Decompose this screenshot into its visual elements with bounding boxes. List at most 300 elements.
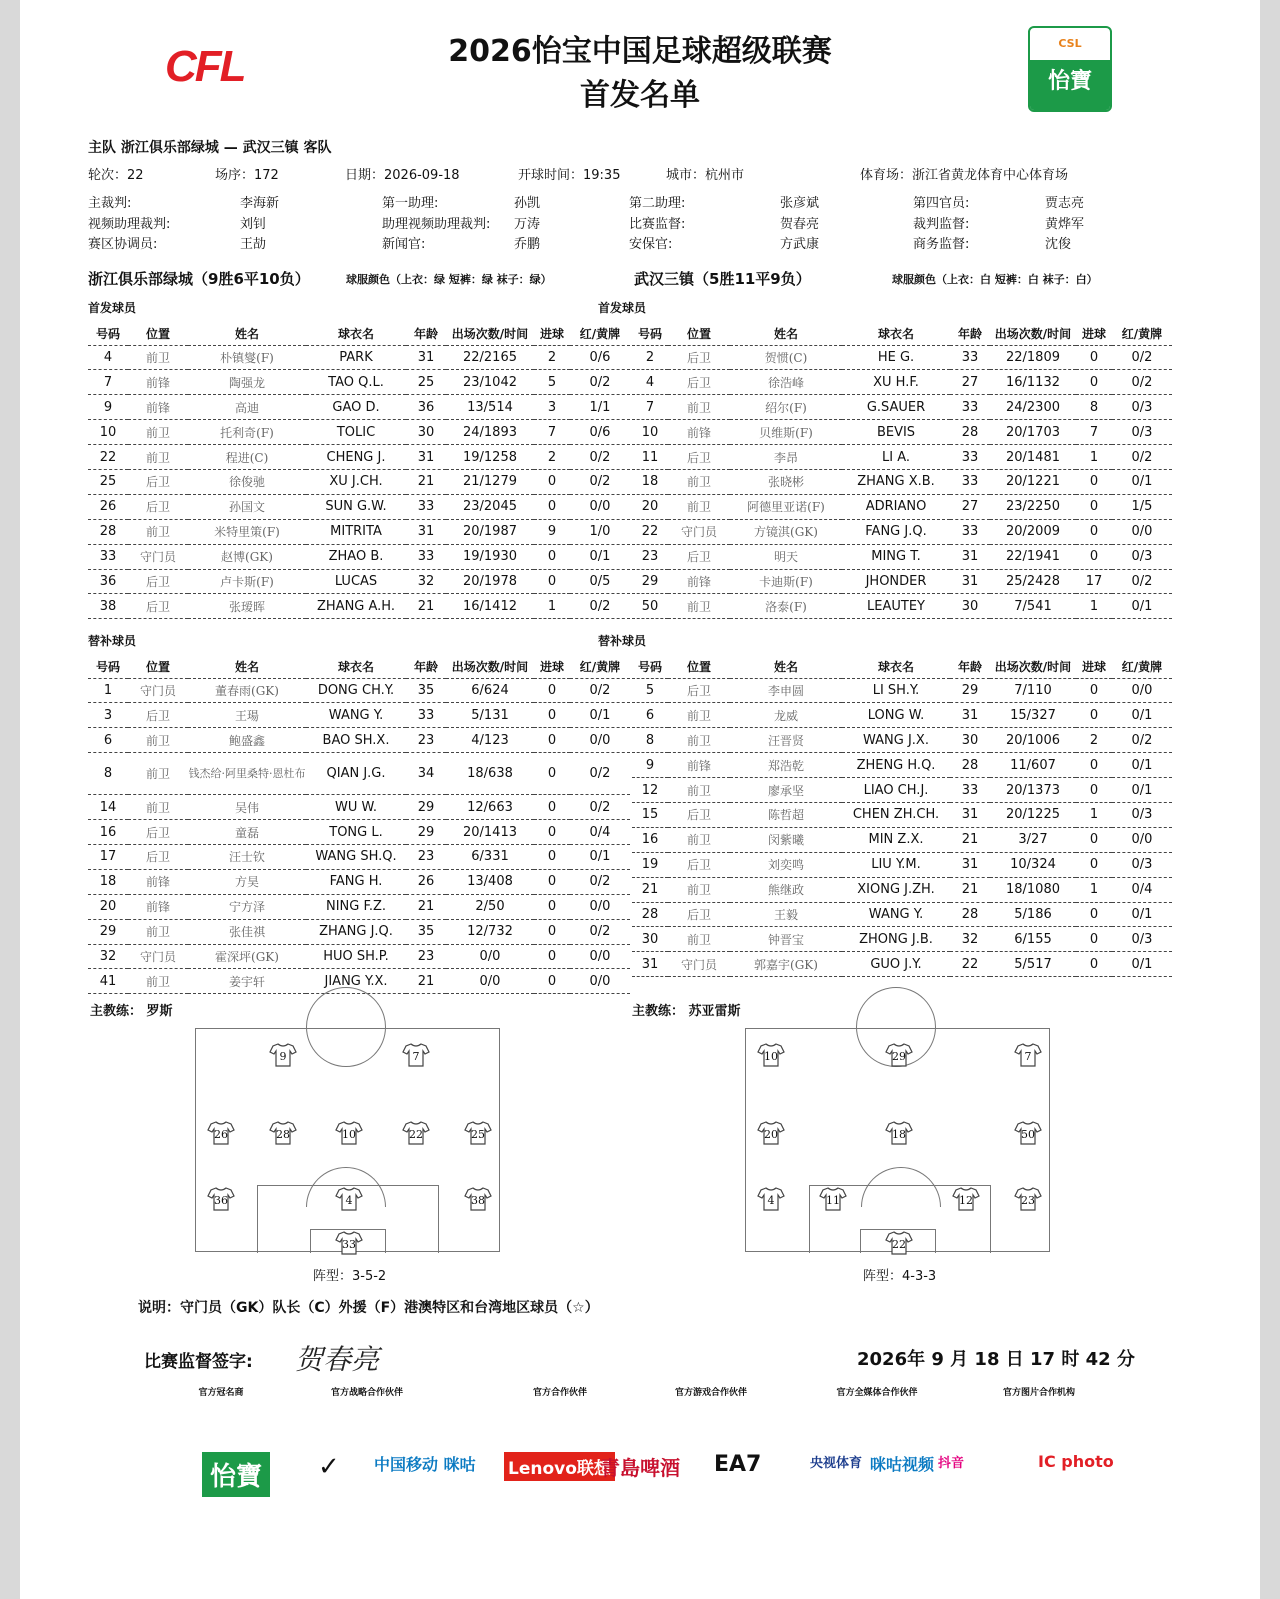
official-name: 孙凯 [514, 196, 541, 211]
legend-note: 说明：守门员（GK）队长（C）外援（F）港澳特区和台湾地区球员（☆） [138, 1300, 599, 1316]
cards: 0/3 [1112, 802, 1172, 827]
appearances: 18/1080 [990, 877, 1076, 902]
column-header: 出场次数/时间 [446, 323, 534, 345]
player-number: 23 [632, 544, 668, 569]
signature-date: 2026年 9 月 18 日 17 时 42 分 [857, 1349, 1135, 1370]
player-number: 29 [88, 919, 128, 944]
player-position: 后卫 [128, 469, 188, 494]
player-name: 刘奕鸣 [730, 852, 842, 877]
player-position: 前锋 [668, 569, 730, 594]
column-header: 年龄 [950, 323, 990, 345]
home-kit-colors: 球服颜色（上衣：绿 短裤：绿 袜子：绿） [346, 273, 552, 286]
goals: 2 [534, 445, 570, 470]
appearances: 20/1978 [446, 569, 534, 594]
player-name: 方昊 [188, 869, 306, 894]
sponsor-logo: 咪咕视频 [870, 1455, 935, 1474]
sponsor-logo: ✓ [318, 1452, 340, 1482]
cards: 0/0 [570, 969, 630, 994]
player-shirt-icon [402, 1121, 430, 1145]
table-row [88, 728, 630, 753]
column-header: 球衣名 [842, 323, 950, 345]
player-name: 阿德里亚诺(F) [730, 494, 842, 519]
appearances: 5/131 [446, 703, 534, 728]
home-coach: 主教练： 罗斯 [90, 1004, 173, 1019]
player-age: 31 [950, 802, 990, 827]
appearances: 19/1930 [446, 544, 534, 569]
player-position: 后卫 [668, 678, 730, 703]
home-team-name: 浙江俱乐部绿城（9胜6平10负） [88, 270, 310, 288]
goals: 0 [1076, 370, 1112, 395]
goals: 1 [1076, 877, 1112, 902]
shirt-number: 18 [892, 1128, 906, 1141]
player-shirt-icon [1014, 1187, 1042, 1211]
appearances: 12/663 [446, 795, 534, 820]
shirt-name: JHONDER [842, 569, 950, 594]
goals: 0 [1076, 902, 1112, 927]
lineup-sheet [20, 0, 1260, 1599]
official-role: 视频助理裁判: [88, 217, 171, 232]
sponsor-logo: 青島啤酒 [600, 1456, 680, 1480]
player-number: 5 [632, 678, 668, 703]
appearances: 20/1373 [990, 778, 1076, 803]
shirt-number: 7 [1024, 1050, 1032, 1063]
shirt-name: MIN Z.X. [842, 827, 950, 852]
player-age: 28 [950, 902, 990, 927]
appearances: 24/2300 [990, 395, 1076, 420]
player-number: 1 [88, 678, 128, 703]
player-name: 吴伟 [188, 795, 306, 820]
goals: 0 [1076, 778, 1112, 803]
shirt-name: LIU Y.M. [842, 852, 950, 877]
player-position: 后卫 [668, 345, 730, 370]
goals: 0 [1076, 753, 1112, 778]
cards: 0/2 [570, 869, 630, 894]
table-row [632, 852, 1172, 877]
shirt-name: GAO D. [306, 395, 406, 420]
shirt-name: TAO Q.L. [306, 370, 406, 395]
player-number: 12 [632, 778, 668, 803]
player-name: 鲍盛鑫 [188, 728, 306, 753]
appearances: 22/2165 [446, 345, 534, 370]
table-row [88, 753, 630, 795]
shirt-name: DONG CH.Y. [306, 678, 406, 703]
table-row [88, 919, 630, 944]
official-name: 王劼 [240, 237, 267, 252]
shirt-name: HE G. [842, 345, 950, 370]
cards: 0/2 [570, 753, 630, 795]
player-number: 28 [632, 902, 668, 927]
player-age: 23 [406, 944, 446, 969]
column-header: 姓名 [188, 656, 306, 678]
column-header: 号码 [632, 656, 668, 678]
table-row [632, 395, 1172, 420]
official-name: 乔鹏 [514, 237, 541, 252]
goals: 0 [1076, 927, 1112, 952]
player-name: 卡迪斯(F) [730, 569, 842, 594]
home-subs-label: 替补球员 [88, 634, 137, 648]
table-row [88, 469, 630, 494]
away-starters-table [632, 323, 1172, 619]
table-row [632, 753, 1172, 778]
table-row [88, 594, 630, 619]
official-role: 第一助理: [382, 196, 439, 211]
player-name: 王瑒 [188, 703, 306, 728]
appearances: 12/732 [446, 919, 534, 944]
player-number: 33 [88, 544, 128, 569]
column-header: 出场次数/时间 [990, 656, 1076, 678]
away-coach: 主教练： 苏亚雷斯 [632, 1004, 741, 1019]
cards: 0/0 [570, 494, 630, 519]
column-header: 进球 [534, 323, 570, 345]
player-position: 后卫 [668, 544, 730, 569]
shirt-name: MITRITA [306, 519, 406, 544]
shirt-number: 4 [345, 1194, 353, 1207]
table-row [88, 944, 630, 969]
appearances: 23/2250 [990, 494, 1076, 519]
player-name: 卢卡斯(F) [188, 569, 306, 594]
shirt-number: 4 [767, 1194, 775, 1207]
player-age: 28 [950, 420, 990, 445]
player-number: 32 [88, 944, 128, 969]
player-name: 张晓彬 [730, 469, 842, 494]
player-age: 21 [950, 877, 990, 902]
home-formation: 阵型：3-5-2 [313, 1269, 387, 1284]
player-position: 前卫 [668, 778, 730, 803]
player-number: 22 [632, 519, 668, 544]
player-age: 31 [950, 703, 990, 728]
table-row [632, 494, 1172, 519]
player-name: 宁方泽 [188, 894, 306, 919]
column-header: 年龄 [950, 656, 990, 678]
appearances: 20/1481 [990, 445, 1076, 470]
player-name: 李申圆 [730, 678, 842, 703]
column-header: 位置 [668, 323, 730, 345]
goals: 0 [1076, 678, 1112, 703]
player-number: 2 [632, 345, 668, 370]
table-row [88, 869, 630, 894]
column-header: 号码 [632, 323, 668, 345]
player-shirt-icon [757, 1043, 785, 1067]
csl-logo-top: CSL [1058, 37, 1082, 50]
goals: 0 [534, 820, 570, 845]
player-shirt-icon [335, 1121, 363, 1145]
table-row [632, 469, 1172, 494]
player-position: 前卫 [668, 927, 730, 952]
goals: 2 [1076, 728, 1112, 753]
supervisor-signature: 贺春亮 [295, 1343, 380, 1376]
player-shirt-icon [1014, 1121, 1042, 1145]
appearances: 15/327 [990, 703, 1076, 728]
table-row [632, 902, 1172, 927]
sponsor-logo: 央视体育 [810, 1456, 863, 1471]
official-role: 裁判监督: [913, 217, 970, 232]
city: 城市：杭州市 [666, 168, 745, 183]
shirt-name: GUO J.Y. [842, 952, 950, 977]
appearances: 20/1987 [446, 519, 534, 544]
shirt-name: LUCAS [306, 569, 406, 594]
player-shirt-icon [757, 1187, 785, 1211]
goals: 1 [1076, 802, 1112, 827]
shirt-name: LEAUTEY [842, 594, 950, 619]
appearances: 20/1006 [990, 728, 1076, 753]
shirt-name: JIANG Y.X. [306, 969, 406, 994]
player-name: 李昂 [730, 445, 842, 470]
shirt-name: WU W. [306, 795, 406, 820]
goals: 9 [534, 519, 570, 544]
official-role: 第二助理: [629, 196, 686, 211]
appearances: 11/607 [990, 753, 1076, 778]
table-row [88, 395, 630, 420]
player-number: 8 [88, 753, 128, 795]
goals: 3 [534, 395, 570, 420]
goals: 0 [534, 894, 570, 919]
player-position: 守门员 [128, 678, 188, 703]
table-row [88, 420, 630, 445]
cards: 0/0 [1112, 519, 1172, 544]
official-name: 李海新 [240, 196, 280, 211]
table-row [632, 519, 1172, 544]
cards: 0/2 [570, 445, 630, 470]
away-subs-label: 替补球员 [598, 634, 647, 648]
shirt-name: CHENG J. [306, 445, 406, 470]
goals: 1 [534, 594, 570, 619]
shirt-name: ZHAO B. [306, 544, 406, 569]
player-number: 18 [88, 869, 128, 894]
player-age: 30 [950, 728, 990, 753]
official-role: 新闻官: [382, 237, 426, 252]
goals: 0 [534, 919, 570, 944]
player-age: 31 [950, 569, 990, 594]
table-row [88, 544, 630, 569]
shirt-number: 25 [471, 1128, 485, 1141]
goals: 2 [534, 345, 570, 370]
shirt-name: ZHENG H.Q. [842, 753, 950, 778]
away-formation-pitch [745, 1028, 1050, 1252]
away-formation: 阵型：4-3-3 [863, 1269, 937, 1284]
player-age: 33 [950, 469, 990, 494]
official-name: 贾志亮 [1045, 196, 1085, 211]
player-name: 孙国文 [188, 494, 306, 519]
goals: 0 [534, 703, 570, 728]
shirt-name: WANG J.X. [842, 728, 950, 753]
match-date: 日期：2026-09-18 [345, 168, 460, 183]
appearances: 13/408 [446, 869, 534, 894]
matchup: 主队 浙江俱乐部绿城 — 武汉三镇 客队 [88, 140, 332, 156]
player-age: 33 [406, 494, 446, 519]
player-name: 陈哲超 [730, 802, 842, 827]
partner-label: 官方合作伙伴 [532, 1388, 587, 1398]
goals: 0 [1076, 952, 1112, 977]
table-row [632, 345, 1172, 370]
player-name: 汪士钦 [188, 844, 306, 869]
player-position: 后卫 [668, 902, 730, 927]
shirt-number: 9 [279, 1050, 287, 1063]
player-age: 22 [950, 952, 990, 977]
cards: 0/2 [570, 594, 630, 619]
home-formation-pitch [195, 1028, 500, 1252]
appearances: 0/0 [446, 944, 534, 969]
column-header: 年龄 [406, 323, 446, 345]
player-name: 闵紫曦 [730, 827, 842, 852]
player-shirt-icon [269, 1043, 297, 1067]
table-row [88, 345, 630, 370]
shirt-name: ZHONG J.B. [842, 927, 950, 952]
away-kit-colors: 球服颜色（上衣：白 短裤：白 袜子：白） [892, 273, 1098, 286]
player-shirt-icon [464, 1121, 492, 1145]
shirt-name: HUO SH.P. [306, 944, 406, 969]
player-position: 后卫 [668, 370, 730, 395]
player-number: 15 [632, 802, 668, 827]
table-row [88, 678, 630, 703]
player-number: 6 [632, 703, 668, 728]
cards: 0/3 [1112, 395, 1172, 420]
player-number: 14 [88, 795, 128, 820]
official-role: 主裁判: [88, 196, 132, 211]
player-position: 前卫 [128, 753, 188, 795]
cards: 0/0 [570, 894, 630, 919]
player-number: 8 [632, 728, 668, 753]
csl-logo [1028, 26, 1112, 112]
official-role: 赛区协调员: [88, 237, 158, 252]
player-number: 50 [632, 594, 668, 619]
appearances: 4/123 [446, 728, 534, 753]
table-row [632, 927, 1172, 952]
player-name: 徐俊驰 [188, 469, 306, 494]
column-header: 位置 [128, 323, 188, 345]
player-position: 前锋 [668, 420, 730, 445]
table-row [632, 569, 1172, 594]
appearances: 6/155 [990, 927, 1076, 952]
player-name: 熊继政 [730, 877, 842, 902]
player-shirt-icon [269, 1121, 297, 1145]
official-name: 黄烨军 [1045, 217, 1085, 232]
appearances: 16/1412 [446, 594, 534, 619]
player-number: 18 [632, 469, 668, 494]
player-number: 22 [88, 445, 128, 470]
shirt-number: 22 [409, 1128, 423, 1141]
player-shirt-icon [335, 1231, 363, 1255]
player-number: 26 [88, 494, 128, 519]
player-number: 19 [632, 852, 668, 877]
cards: 0/1 [1112, 778, 1172, 803]
player-age: 33 [950, 345, 990, 370]
partner-label: 官方冠名商 [198, 1388, 244, 1398]
goals: 0 [534, 494, 570, 519]
player-position: 前卫 [668, 395, 730, 420]
player-age: 29 [406, 795, 446, 820]
shirt-name: SUN G.W. [306, 494, 406, 519]
kickoff-time: 开球时间：19:35 [518, 168, 621, 183]
cards: 0/1 [1112, 469, 1172, 494]
player-position: 前卫 [128, 445, 188, 470]
shirt-name: G.SAUER [842, 395, 950, 420]
table-row [632, 802, 1172, 827]
player-position: 前卫 [128, 795, 188, 820]
player-number: 38 [88, 594, 128, 619]
official-name: 方武康 [780, 237, 820, 252]
cards: 0/0 [570, 944, 630, 969]
signature-label: 比赛监督签字: [144, 1352, 253, 1372]
player-age: 23 [406, 728, 446, 753]
appearances: 6/331 [446, 844, 534, 869]
table-row [632, 678, 1172, 703]
player-name: 童磊 [188, 820, 306, 845]
cards: 0/1 [1112, 952, 1172, 977]
player-name: 廖承坚 [730, 778, 842, 803]
goals: 0 [534, 728, 570, 753]
player-age: 21 [406, 594, 446, 619]
table-row [632, 544, 1172, 569]
player-position: 后卫 [668, 852, 730, 877]
sponsor-logo: 中国移动 咪咕 [374, 1455, 476, 1474]
player-position: 前锋 [128, 395, 188, 420]
player-position: 前卫 [128, 345, 188, 370]
player-age: 30 [406, 420, 446, 445]
cards: 0/3 [1112, 544, 1172, 569]
player-name: 高迪 [188, 395, 306, 420]
player-age: 35 [406, 919, 446, 944]
player-number: 3 [88, 703, 128, 728]
venue: 体育场：浙江省黄龙体育中心体育场 [860, 168, 1069, 183]
player-name: 方镜淇(GK) [730, 519, 842, 544]
player-name: 霍深坪(GK) [188, 944, 306, 969]
shirt-number: 29 [892, 1050, 906, 1063]
table-row [88, 820, 630, 845]
cards: 0/5 [570, 569, 630, 594]
appearances: 20/1703 [990, 420, 1076, 445]
goals: 0 [534, 969, 570, 994]
partner-label: 官方图片合作机构 [1002, 1388, 1075, 1398]
shirt-name: XU J.CH. [306, 469, 406, 494]
player-number: 9 [88, 395, 128, 420]
appearances: 20/2009 [990, 519, 1076, 544]
shirt-name: LIAO CH.J. [842, 778, 950, 803]
shirt-name: TONG L. [306, 820, 406, 845]
official-name: 张彦斌 [780, 196, 820, 211]
player-number: 17 [88, 844, 128, 869]
goals: 7 [534, 420, 570, 445]
cards: 0/2 [570, 795, 630, 820]
goals: 0 [1076, 852, 1112, 877]
goals: 0 [1076, 827, 1112, 852]
cards: 0/6 [570, 420, 630, 445]
cards: 0/2 [570, 469, 630, 494]
player-position: 前卫 [128, 420, 188, 445]
official-role: 商务监督: [913, 237, 970, 252]
player-position: 前卫 [668, 494, 730, 519]
player-number: 16 [632, 827, 668, 852]
goals: 1 [1076, 594, 1112, 619]
column-header: 球衣名 [306, 323, 406, 345]
player-name: 贝维斯(F) [730, 420, 842, 445]
table-row [88, 795, 630, 820]
player-position: 前卫 [128, 969, 188, 994]
column-header: 号码 [88, 656, 128, 678]
player-age: 33 [950, 519, 990, 544]
player-position: 前卫 [668, 594, 730, 619]
shirt-name: PARK [306, 345, 406, 370]
player-shirt-icon [819, 1187, 847, 1211]
player-number: 36 [88, 569, 128, 594]
appearances: 25/2428 [990, 569, 1076, 594]
shirt-number: 38 [471, 1194, 485, 1207]
cards: 0/1 [1112, 902, 1172, 927]
player-age: 26 [406, 869, 446, 894]
player-age: 31 [950, 852, 990, 877]
column-header: 位置 [128, 656, 188, 678]
table-row [88, 894, 630, 919]
player-age: 29 [406, 820, 446, 845]
